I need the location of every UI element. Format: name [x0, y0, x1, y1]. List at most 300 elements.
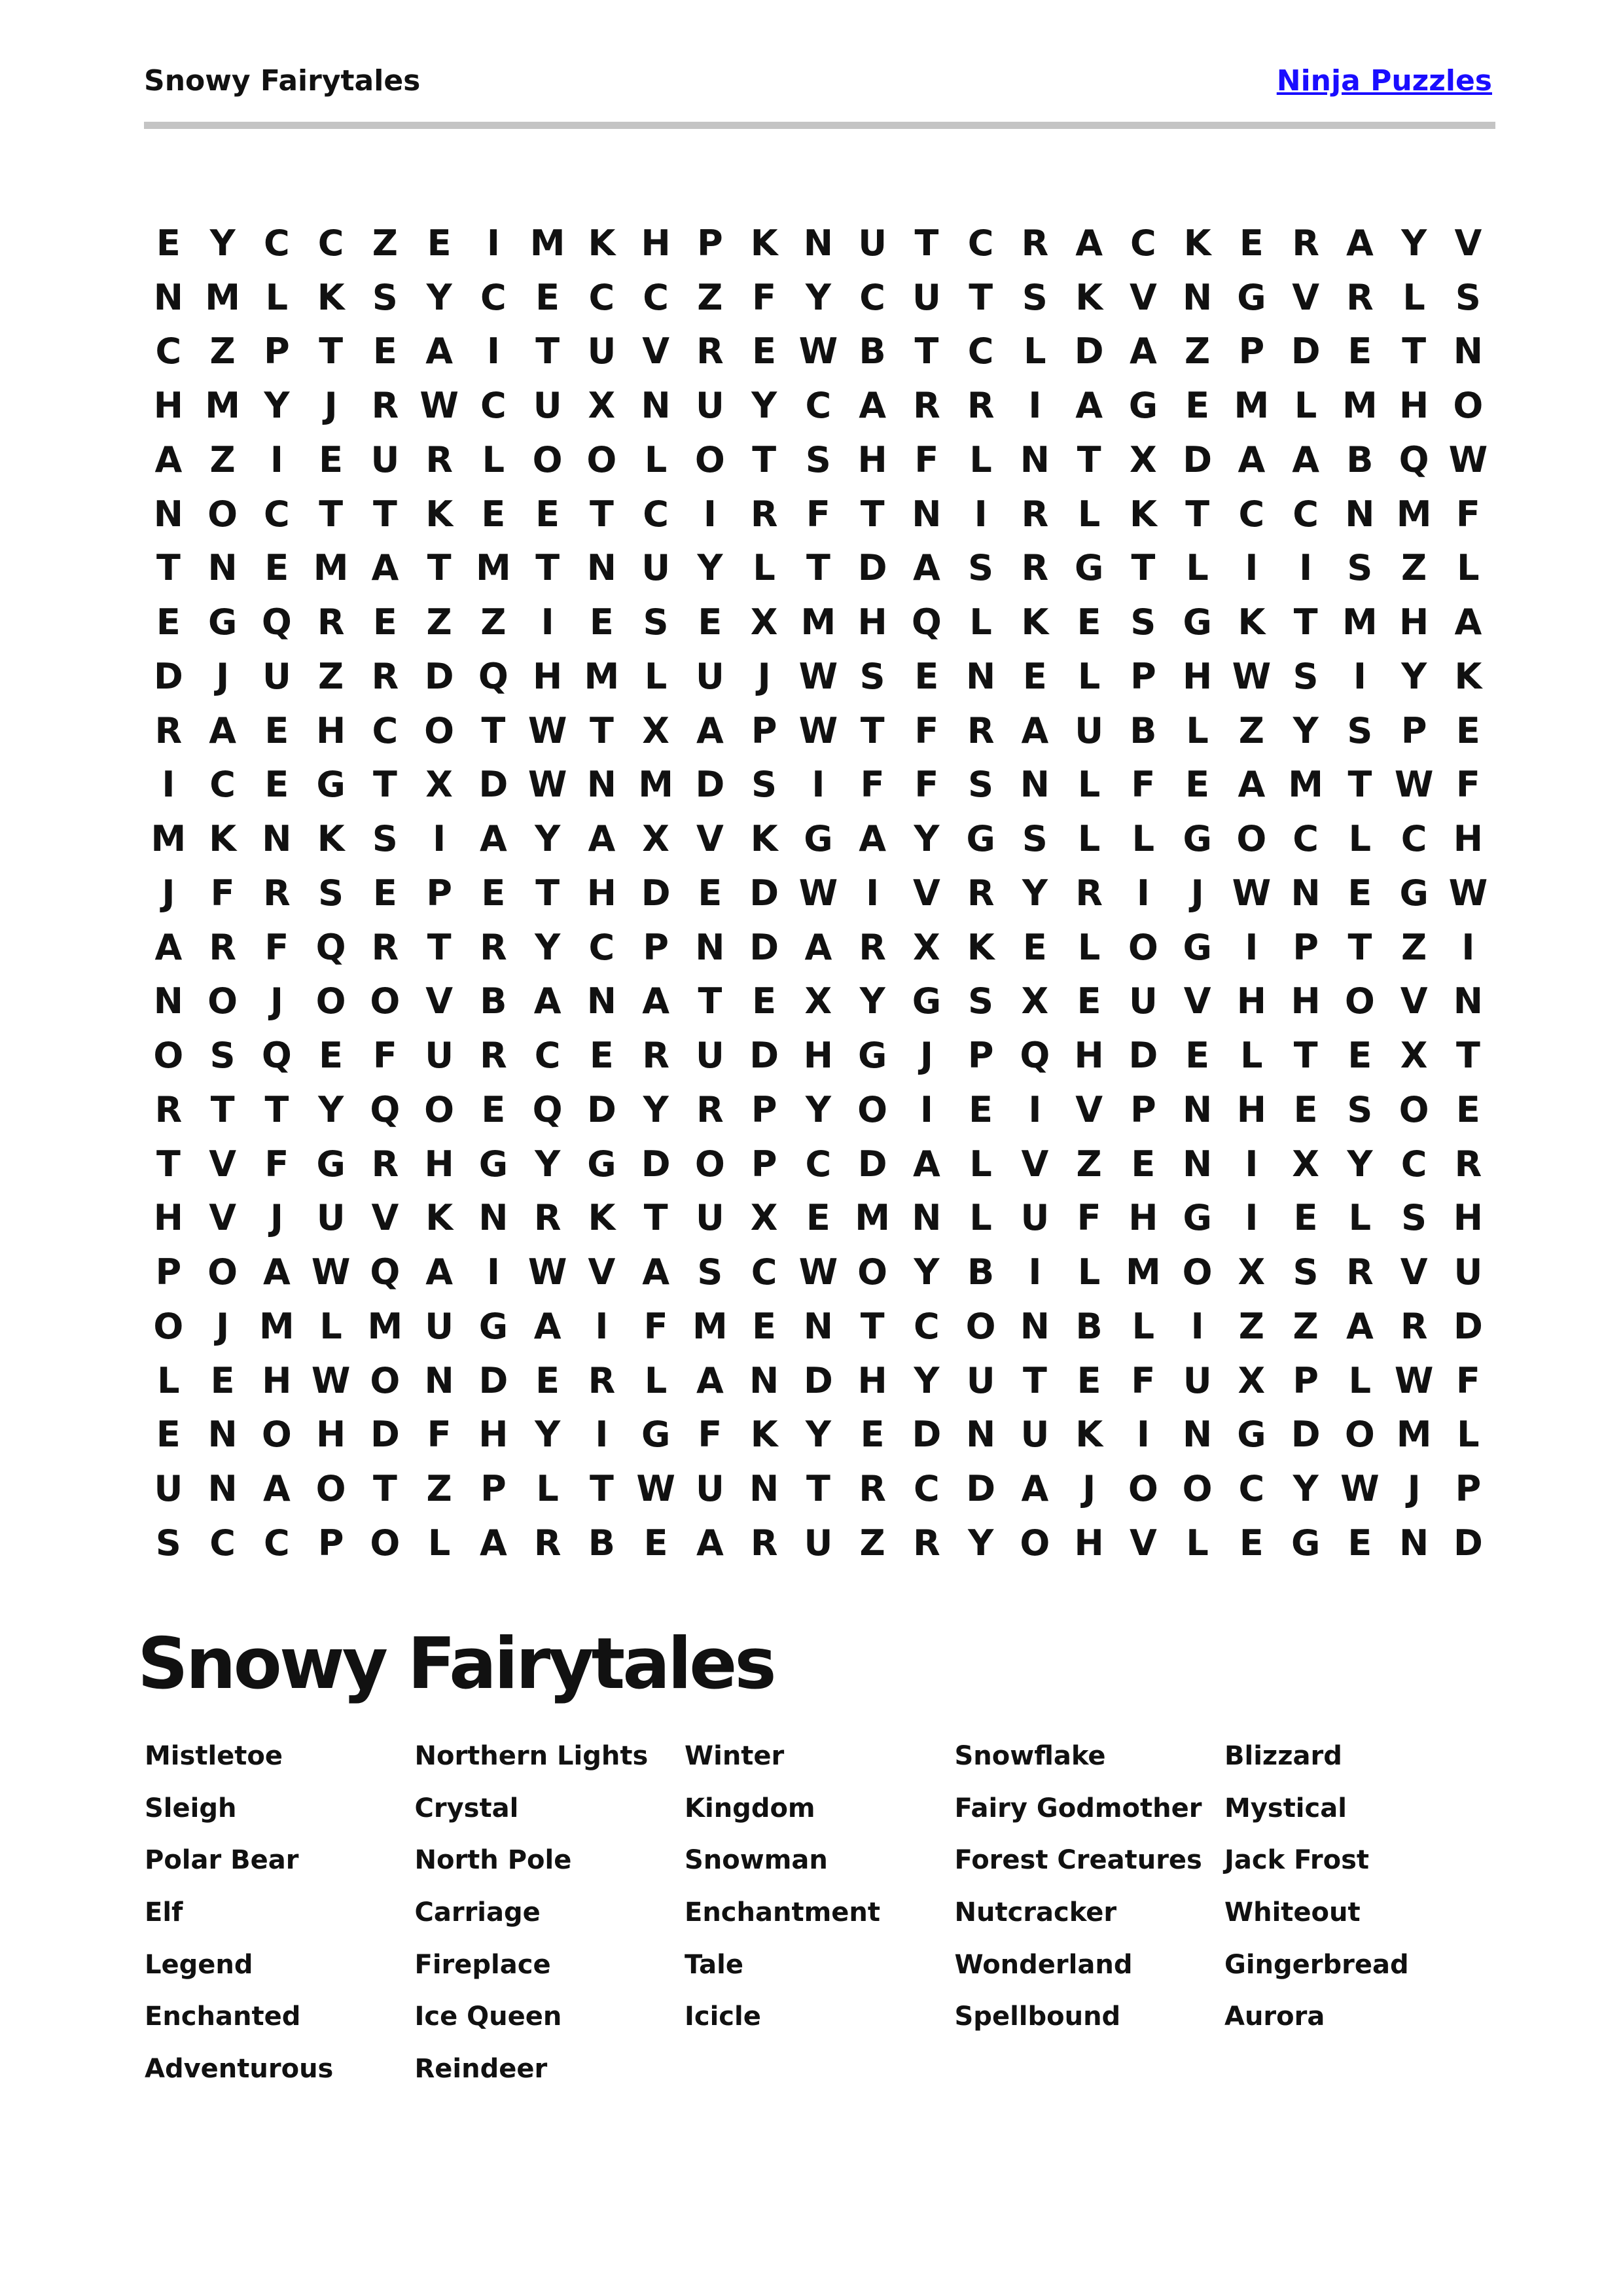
grid-cell[interactable]: C — [264, 1522, 290, 1564]
grid-cell[interactable]: K — [750, 1414, 778, 1456]
grid-cell[interactable]: S — [1293, 1251, 1319, 1293]
grid-cell[interactable]: E — [1185, 385, 1210, 427]
grid-cell[interactable]: L — [1402, 276, 1425, 318]
grid-cell[interactable]: I — [1245, 547, 1258, 589]
grid-cell[interactable]: Q — [478, 655, 508, 697]
grid-cell[interactable]: Y — [1347, 1143, 1373, 1185]
grid-cell[interactable]: L — [1240, 1035, 1263, 1077]
grid-cell[interactable]: E — [1347, 872, 1372, 914]
grid-cell[interactable]: M — [1342, 601, 1378, 643]
grid-cell[interactable]: L — [1077, 764, 1101, 806]
grid-cell[interactable]: N — [153, 493, 183, 535]
grid-cell[interactable]: N — [966, 655, 996, 697]
grid-cell[interactable]: U — [425, 1305, 454, 1347]
grid-cell[interactable]: H — [803, 1035, 833, 1077]
grid-cell[interactable]: P — [317, 1522, 344, 1564]
grid-cell[interactable]: X — [425, 764, 453, 806]
grid-cell[interactable]: Q — [1020, 1035, 1050, 1077]
grid-cell[interactable]: B — [480, 980, 507, 1022]
grid-cell[interactable]: D — [1291, 331, 1321, 372]
grid-cell[interactable]: T — [372, 493, 397, 535]
grid-cell[interactable]: Y — [859, 980, 885, 1022]
grid-cell[interactable]: I — [812, 764, 825, 806]
grid-cell[interactable]: B — [1346, 439, 1374, 480]
grid-cell[interactable]: O — [1182, 1468, 1213, 1510]
grid-cell[interactable]: N — [153, 276, 183, 318]
grid-cell[interactable]: T — [319, 493, 344, 535]
grid-cell[interactable]: L — [969, 601, 992, 643]
grid-cell[interactable]: C — [1400, 818, 1427, 860]
grid-cell[interactable]: I — [1136, 1414, 1150, 1456]
grid-cell[interactable]: K — [1454, 655, 1482, 697]
grid-cell[interactable]: N — [1291, 872, 1321, 914]
grid-cell[interactable]: R — [425, 439, 453, 480]
grid-cell[interactable]: G — [587, 1143, 616, 1185]
grid-cell[interactable]: O — [1128, 926, 1158, 968]
grid-cell[interactable]: R — [263, 872, 291, 914]
grid-cell[interactable]: Y — [535, 1143, 561, 1185]
grid-cell[interactable]: C — [914, 1305, 940, 1347]
grid-cell[interactable]: S — [805, 439, 831, 480]
grid-cell[interactable]: D — [1453, 1522, 1483, 1564]
grid-cell[interactable]: C — [805, 1143, 832, 1185]
grid-cell[interactable]: E — [1022, 926, 1047, 968]
grid-cell[interactable]: N — [1399, 1522, 1429, 1564]
grid-cell[interactable]: K — [967, 926, 995, 968]
grid-cell[interactable]: B — [859, 331, 886, 372]
grid-cell[interactable]: Z — [209, 331, 236, 372]
grid-cell[interactable]: A — [1075, 222, 1103, 264]
grid-cell[interactable]: T — [1293, 1035, 1318, 1077]
grid-cell[interactable]: T — [427, 547, 452, 589]
grid-cell[interactable]: S — [318, 872, 344, 914]
grid-cell[interactable]: E — [1185, 764, 1210, 806]
grid-cell[interactable]: F — [1077, 1197, 1101, 1239]
grid-cell[interactable]: S — [1347, 709, 1373, 751]
grid-cell[interactable]: F — [643, 1305, 668, 1347]
grid-cell[interactable]: T — [914, 222, 939, 264]
grid-cell[interactable]: W — [1448, 439, 1488, 480]
grid-cell[interactable]: R — [1454, 1143, 1482, 1185]
grid-cell[interactable]: B — [1075, 1305, 1103, 1347]
grid-cell[interactable]: E — [1077, 1359, 1101, 1401]
grid-cell[interactable]: Q — [1399, 439, 1429, 480]
grid-cell[interactable]: R — [750, 1522, 778, 1564]
grid-cell[interactable]: L — [1294, 385, 1317, 427]
grid-cell[interactable]: M — [529, 222, 565, 264]
grid-cell[interactable]: X — [642, 818, 669, 860]
grid-cell[interactable]: W — [527, 764, 567, 806]
grid-cell[interactable]: Z — [859, 1522, 885, 1564]
grid-cell[interactable]: R — [859, 926, 886, 968]
grid-cell[interactable]: H — [316, 709, 346, 751]
grid-cell[interactable]: B — [967, 1251, 995, 1293]
grid-cell[interactable]: E — [1185, 1035, 1210, 1077]
grid-cell[interactable]: Z — [697, 276, 723, 318]
grid-cell[interactable]: R — [371, 926, 399, 968]
grid-cell[interactable]: W — [1232, 872, 1272, 914]
grid-cell[interactable]: Y — [697, 547, 723, 589]
ninja-puzzles-link[interactable]: Ninja Puzzles — [1276, 64, 1492, 98]
grid-cell[interactable]: S — [209, 1035, 236, 1077]
grid-cell[interactable]: R — [371, 1143, 399, 1185]
grid-cell[interactable]: D — [749, 872, 779, 914]
grid-cell[interactable]: U — [425, 1035, 454, 1077]
grid-cell[interactable]: M — [367, 1305, 403, 1347]
grid-cell[interactable]: G — [316, 1143, 346, 1185]
grid-cell[interactable]: L — [319, 1305, 342, 1347]
grid-cell[interactable]: P — [1293, 1359, 1319, 1401]
grid-cell[interactable]: H — [586, 872, 616, 914]
grid-cell[interactable]: L — [1077, 493, 1101, 535]
grid-cell[interactable]: S — [643, 601, 669, 643]
grid-cell[interactable]: A — [533, 1305, 562, 1347]
grid-cell[interactable]: W — [1394, 1359, 1434, 1401]
grid-cell[interactable]: H — [1128, 1197, 1158, 1239]
grid-cell[interactable]: O — [315, 1468, 346, 1510]
grid-cell[interactable]: H — [1453, 818, 1483, 860]
grid-cell[interactable]: A — [1346, 1305, 1374, 1347]
grid-cell[interactable]: G — [1237, 276, 1266, 318]
grid-cell[interactable]: R — [154, 709, 183, 751]
grid-cell[interactable]: R — [696, 331, 724, 372]
grid-cell[interactable]: N — [749, 1359, 779, 1401]
grid-cell[interactable]: I — [1136, 872, 1150, 914]
grid-cell[interactable]: U — [262, 655, 291, 697]
grid-cell[interactable]: C — [643, 493, 669, 535]
grid-cell[interactable]: P — [426, 872, 452, 914]
grid-cell[interactable]: A — [262, 1251, 291, 1293]
grid-cell[interactable]: C — [588, 926, 615, 968]
grid-cell[interactable]: D — [1453, 1305, 1483, 1347]
grid-cell[interactable]: I — [919, 1088, 933, 1130]
grid-cell[interactable]: H — [424, 1143, 454, 1185]
grid-cell[interactable]: O — [857, 1251, 888, 1293]
grid-cell[interactable]: E — [372, 872, 397, 914]
grid-cell[interactable]: J — [1082, 1468, 1096, 1510]
grid-cell[interactable]: T — [1347, 926, 1372, 968]
grid-cell[interactable]: T — [860, 709, 885, 751]
grid-cell[interactable]: K — [750, 818, 778, 860]
grid-cell[interactable]: P — [1130, 655, 1156, 697]
grid-cell[interactable]: F — [264, 926, 289, 968]
grid-cell[interactable]: Z — [426, 1468, 452, 1510]
grid-cell[interactable]: E — [1293, 1088, 1318, 1130]
grid-cell[interactable]: G — [1183, 818, 1212, 860]
grid-cell[interactable]: N — [262, 818, 292, 860]
grid-cell[interactable]: W — [1232, 655, 1272, 697]
grid-cell[interactable]: I — [1245, 926, 1258, 968]
grid-cell[interactable]: N — [1453, 980, 1483, 1022]
grid-cell[interactable]: I — [974, 493, 988, 535]
grid-cell[interactable]: A — [154, 926, 183, 968]
grid-cell[interactable]: Y — [318, 1088, 344, 1130]
grid-cell[interactable]: Y — [1293, 1468, 1319, 1510]
grid-cell[interactable]: E — [1131, 1143, 1156, 1185]
grid-cell[interactable]: M — [205, 385, 240, 427]
grid-cell[interactable]: Z — [318, 655, 344, 697]
grid-cell[interactable]: W — [636, 1468, 675, 1510]
grid-cell[interactable]: I — [162, 764, 175, 806]
grid-cell[interactable]: C — [480, 385, 507, 427]
grid-cell[interactable]: K — [317, 818, 345, 860]
grid-cell[interactable]: H — [1453, 1197, 1483, 1239]
grid-cell[interactable]: T — [589, 493, 614, 535]
grid-cell[interactable]: F — [1131, 1359, 1156, 1401]
grid-cell[interactable]: C — [588, 276, 615, 318]
grid-cell[interactable]: X — [588, 385, 616, 427]
grid-cell[interactable]: X — [1400, 1035, 1428, 1077]
grid-cell[interactable]: F — [210, 872, 235, 914]
grid-cell[interactable]: L — [969, 1143, 992, 1185]
grid-cell[interactable]: R — [1346, 1251, 1374, 1293]
grid-cell[interactable]: A — [1238, 764, 1266, 806]
grid-cell[interactable]: T — [860, 493, 885, 535]
grid-cell[interactable]: D — [803, 1359, 833, 1401]
grid-cell[interactable]: R — [1021, 547, 1049, 589]
grid-cell[interactable]: E — [698, 601, 722, 643]
grid-cell[interactable]: S — [1022, 276, 1048, 318]
grid-cell[interactable]: D — [912, 1414, 942, 1456]
grid-cell[interactable]: I — [1028, 385, 1042, 427]
grid-cell[interactable]: E — [481, 872, 506, 914]
grid-cell[interactable]: U — [695, 385, 724, 427]
grid-cell[interactable]: G — [1291, 1522, 1321, 1564]
grid-cell[interactable]: T — [1347, 764, 1372, 806]
grid-cell[interactable]: I — [486, 331, 500, 372]
grid-cell[interactable]: S — [1130, 601, 1156, 643]
grid-cell[interactable]: T — [535, 547, 560, 589]
grid-cell[interactable]: M — [800, 601, 836, 643]
grid-cell[interactable]: J — [270, 980, 283, 1022]
grid-cell[interactable]: I — [866, 872, 880, 914]
grid-cell[interactable]: U — [695, 1035, 724, 1077]
grid-cell[interactable]: T — [427, 926, 452, 968]
grid-cell[interactable]: E — [264, 547, 289, 589]
grid-cell[interactable]: F — [914, 764, 939, 806]
grid-cell[interactable]: F — [1455, 764, 1480, 806]
grid-cell[interactable]: U — [1454, 1251, 1483, 1293]
grid-cell[interactable]: U — [1183, 1359, 1212, 1401]
grid-cell[interactable]: I — [486, 222, 500, 264]
grid-cell[interactable]: S — [751, 764, 777, 806]
grid-cell[interactable]: T — [372, 1468, 397, 1510]
grid-cell[interactable]: R — [371, 385, 399, 427]
grid-cell[interactable]: N — [912, 1197, 942, 1239]
grid-cell[interactable]: L — [1348, 818, 1372, 860]
grid-cell[interactable]: K — [425, 1197, 454, 1239]
grid-cell[interactable]: A — [425, 331, 454, 372]
grid-cell[interactable]: D — [153, 655, 183, 697]
grid-cell[interactable]: L — [1077, 926, 1101, 968]
grid-cell[interactable]: Q — [370, 1088, 401, 1130]
grid-cell[interactable]: A — [859, 818, 887, 860]
grid-cell[interactable]: X — [1238, 1359, 1266, 1401]
grid-cell[interactable]: V — [1129, 1522, 1157, 1564]
grid-cell[interactable]: N — [1183, 1414, 1213, 1456]
grid-cell[interactable]: L — [1024, 331, 1046, 372]
grid-cell[interactable]: Q — [532, 1088, 563, 1130]
grid-cell[interactable]: E — [1239, 1522, 1264, 1564]
grid-cell[interactable]: W — [798, 331, 838, 372]
grid-cell[interactable]: H — [478, 1414, 508, 1456]
grid-cell[interactable]: Z — [372, 222, 398, 264]
grid-cell[interactable]: I — [1461, 926, 1475, 968]
grid-cell[interactable]: N — [1020, 1305, 1050, 1347]
grid-cell[interactable]: U — [1128, 980, 1158, 1022]
grid-cell[interactable]: U — [533, 385, 562, 427]
grid-cell[interactable]: T — [969, 276, 993, 318]
grid-cell[interactable]: M — [151, 818, 187, 860]
grid-cell[interactable]: N — [207, 1468, 238, 1510]
grid-cell[interactable]: I — [1028, 1251, 1042, 1293]
grid-cell[interactable]: A — [209, 709, 237, 751]
grid-cell[interactable]: U — [804, 1522, 833, 1564]
grid-cell[interactable]: P — [1238, 331, 1265, 372]
grid-cell[interactable]: U — [316, 1197, 346, 1239]
grid-cell[interactable]: O — [424, 709, 455, 751]
grid-cell[interactable]: V — [209, 1197, 237, 1239]
grid-cell[interactable]: P — [1130, 1088, 1156, 1130]
grid-cell[interactable]: S — [372, 276, 398, 318]
grid-cell[interactable]: N — [966, 1414, 996, 1456]
grid-cell[interactable]: R — [750, 493, 778, 535]
grid-cell[interactable]: J — [216, 655, 230, 697]
grid-cell[interactable]: A — [262, 1468, 291, 1510]
grid-cell[interactable]: I — [703, 493, 717, 535]
grid-cell[interactable]: V — [1021, 1143, 1049, 1185]
grid-cell[interactable]: E — [1347, 1035, 1372, 1077]
grid-cell[interactable]: C — [914, 1468, 940, 1510]
grid-cell[interactable]: S — [1347, 547, 1373, 589]
grid-cell[interactable]: L — [1077, 1251, 1101, 1293]
grid-cell[interactable]: A — [859, 385, 887, 427]
grid-cell[interactable]: E — [752, 1305, 777, 1347]
grid-cell[interactable]: R — [967, 709, 995, 751]
grid-cell[interactable]: C — [643, 276, 669, 318]
grid-cell[interactable]: X — [1021, 980, 1049, 1022]
grid-cell[interactable]: P — [1400, 709, 1427, 751]
grid-cell[interactable]: L — [644, 1359, 668, 1401]
grid-cell[interactable]: N — [803, 1305, 833, 1347]
grid-cell[interactable]: A — [642, 1251, 670, 1293]
grid-cell[interactable]: E — [210, 1359, 235, 1401]
grid-cell[interactable]: K — [317, 276, 345, 318]
grid-cell[interactable]: V — [1075, 1088, 1103, 1130]
grid-cell[interactable]: Y — [264, 385, 290, 427]
grid-cell[interactable]: Y — [914, 1251, 940, 1293]
grid-cell[interactable]: Q — [370, 1251, 401, 1293]
grid-cell[interactable]: N — [749, 1468, 779, 1510]
grid-cell[interactable]: D — [586, 1088, 616, 1130]
grid-cell[interactable]: O — [1399, 1088, 1429, 1130]
grid-cell[interactable]: K — [750, 222, 778, 264]
grid-cell[interactable]: G — [316, 764, 346, 806]
grid-cell[interactable]: C — [480, 276, 507, 318]
grid-cell[interactable]: T — [1077, 439, 1101, 480]
grid-cell[interactable]: M — [313, 547, 349, 589]
grid-cell[interactable]: S — [1022, 818, 1048, 860]
grid-cell[interactable]: X — [750, 1197, 778, 1239]
grid-cell[interactable]: V — [1292, 276, 1320, 318]
grid-cell[interactable]: O — [370, 1522, 401, 1564]
grid-cell[interactable]: T — [156, 1143, 181, 1185]
grid-cell[interactable]: Z — [209, 439, 236, 480]
grid-cell[interactable]: H — [1291, 980, 1321, 1022]
grid-cell[interactable]: E — [1077, 601, 1101, 643]
grid-cell[interactable]: S — [1347, 1088, 1373, 1130]
grid-cell[interactable]: A — [1075, 385, 1103, 427]
grid-cell[interactable]: S — [1455, 276, 1481, 318]
grid-cell[interactable]: G — [1183, 1197, 1212, 1239]
grid-cell[interactable]: F — [1455, 493, 1480, 535]
grid-cell[interactable]: L — [644, 655, 668, 697]
grid-cell[interactable]: F — [752, 276, 777, 318]
grid-cell[interactable]: D — [1128, 1035, 1158, 1077]
grid-cell[interactable]: G — [1128, 385, 1158, 427]
grid-cell[interactable]: J — [919, 1035, 933, 1077]
grid-cell[interactable]: D — [1183, 439, 1213, 480]
grid-cell[interactable]: N — [1183, 1088, 1213, 1130]
grid-cell[interactable]: N — [424, 1359, 454, 1401]
grid-cell[interactable]: O — [694, 439, 725, 480]
grid-cell[interactable]: E — [752, 980, 777, 1022]
grid-cell[interactable]: O — [370, 1359, 401, 1401]
grid-cell[interactable]: A — [912, 547, 940, 589]
grid-cell[interactable]: T — [210, 1088, 235, 1130]
grid-cell[interactable]: J — [216, 1305, 230, 1347]
grid-cell[interactable]: I — [1028, 1088, 1042, 1130]
grid-cell[interactable]: E — [860, 1414, 885, 1456]
grid-cell[interactable]: D — [478, 764, 508, 806]
grid-cell[interactable]: K — [425, 493, 454, 535]
grid-cell[interactable]: K — [1183, 222, 1211, 264]
grid-cell[interactable]: U — [370, 439, 400, 480]
grid-cell[interactable]: N — [478, 1197, 508, 1239]
grid-cell[interactable]: I — [1299, 547, 1313, 589]
grid-cell[interactable]: E — [481, 493, 506, 535]
grid-cell[interactable]: C — [1400, 1143, 1427, 1185]
grid-cell[interactable]: R — [696, 1088, 724, 1130]
grid-cell[interactable]: J — [1190, 872, 1204, 914]
grid-cell[interactable]: M — [692, 1305, 728, 1347]
grid-cell[interactable]: X — [642, 709, 669, 751]
grid-cell[interactable]: A — [1021, 709, 1049, 751]
grid-cell[interactable]: Z — [1185, 331, 1211, 372]
grid-cell[interactable]: H — [1236, 980, 1266, 1022]
grid-cell[interactable]: N — [1183, 1143, 1213, 1185]
grid-cell[interactable]: N — [586, 980, 616, 1022]
grid-cell[interactable]: A — [1238, 439, 1266, 480]
grid-cell[interactable]: E — [1347, 331, 1372, 372]
grid-cell[interactable]: P — [155, 1251, 182, 1293]
grid-cell[interactable]: K — [588, 222, 616, 264]
grid-cell[interactable]: R — [588, 1359, 616, 1401]
grid-cell[interactable]: V — [209, 1143, 237, 1185]
grid-cell[interactable]: L — [1077, 655, 1101, 697]
grid-cell[interactable]: V — [1129, 276, 1157, 318]
grid-cell[interactable]: P — [1293, 926, 1319, 968]
grid-cell[interactable]: O — [424, 1088, 455, 1130]
grid-cell[interactable]: Y — [535, 818, 561, 860]
grid-cell[interactable]: C — [859, 276, 885, 318]
grid-cell[interactable]: A — [804, 926, 832, 968]
grid-cell[interactable]: W — [1448, 872, 1488, 914]
grid-cell[interactable]: P — [1455, 1468, 1482, 1510]
grid-cell[interactable]: P — [967, 1035, 994, 1077]
grid-cell[interactable]: A — [1292, 439, 1320, 480]
grid-cell[interactable]: E — [589, 601, 614, 643]
